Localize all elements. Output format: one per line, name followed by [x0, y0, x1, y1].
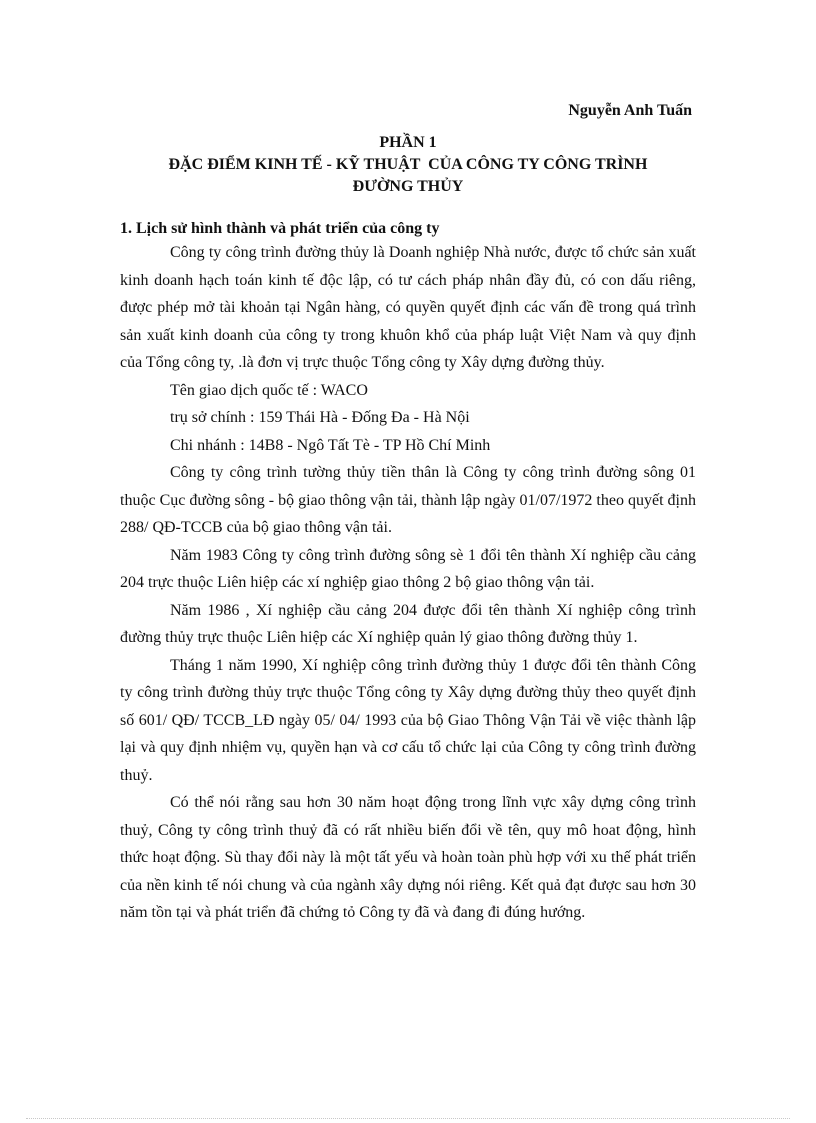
paragraph-intro: Công ty công trình đường thủy là Doanh nghiệp Nhà nước, được tổ chức sản xuất kinh doanh hạch toán kinh tế độc lập, có tư cách pháp nhân đầy đủ, có con dấu riêng, được phép mở tài khoản tại Ngân hàng, có quyền quyết định các vấn đề trong quá trình sản xuất kinh doanh của công ty trong khuôn khổ của pháp luật Việt Nam và quy định của Tổng công ty, .là đơn vị trực thuộc Tổng công ty Xây dựng đường thủy.: [120, 244, 696, 371]
body-text: [120, 239, 696, 927]
paragraph-1986: Năm 1986 , Xí nghiệp cầu cảng 204 được đổi tên thành Xí nghiệp công trình đường thủy trực thuộc Liên hiệp các Xí nghiệp quản lý giao thông đường thủy 1.: [120, 601, 696, 646]
author-name: Nguyễn Anh Tuấn: [568, 102, 692, 119]
paragraph-summary: Có thể nói rằng sau hơn 30 năm hoạt động trong lĩnh vực xây dựng công trình thuỷ, Công ty công trình thuỷ đã có rất nhiều biến đổi về tên, quy mô hoat động, hình thức hoạt động. Sù thay đổi này là một tất yếu và hoàn toàn phù hợp với xu thế phát triển của nền kinh tế nói chung và của ngành xây dựng nói riêng. Kết quả đạt được sau hơn 30 năm tồn tại và phát triển đã chứng tỏ Công ty đã và đang đi đúng hướng.: [120, 794, 696, 921]
page-bottom-divider: [26, 1118, 790, 1119]
paragraph-trade-name: Tên giao dịch quốc tế : WACO: [170, 381, 368, 399]
paragraph-origin: Công ty công trình tường thủy tiền thân là Công ty công trình đường sông 01 thuộc Cục đường sông - bộ giao thông vận tải, thành lập ngày 01/07/1972 theo quyết định 288/ QĐ-TCCB của bộ giao thông vận tải.: [120, 464, 696, 536]
section-title: 1. Lịch sử hình thành và phát triển của công ty: [120, 220, 440, 237]
part-label: PHẦN 1: [379, 134, 437, 151]
part-heading: [120, 132, 696, 198]
part-title-line-2: ĐƯỜNG THỦY: [352, 178, 464, 195]
paragraph-1990: Tháng 1 năm 1990, Xí nghiệp công trình đường thủy 1 được đổi tên thành Công ty công trình đường thủy trực thuộc Tổng công ty Xây dựng đường thủy theo quyết định số 601/ QĐ/ TCCB_LĐ ngày 05/ 04/ 1993 của bộ Giao Thông Vận Tải về việc thành lập lại và quy định nhiệm vụ, quyền hạn và cơ cấu tổ chức lại của Công ty công trình đường thuỷ.: [120, 656, 696, 784]
paragraph-head-office: trụ sở chính : 159 Thái Hà - Đống Đa - Hà Nội: [170, 409, 470, 426]
part-title-line-1: ĐẶC ĐIỂM KINH TẾ - KỸ THUẬT CỦA CÔNG TY CÔNG TRÌNH: [168, 156, 648, 173]
paragraph-branch: Chi nhánh : 14B8 - Ngô Tất Tè - TP Hồ Chí Minh: [170, 436, 491, 454]
paragraph-1983: Năm 1983 Công ty công trình đường sông sè 1 đổi tên thành Xí nghiệp cầu cảng 204 trực thuộc Liên hiệp các xí nghiệp giao thông 2 bộ giao thông vận tải.: [120, 546, 696, 591]
